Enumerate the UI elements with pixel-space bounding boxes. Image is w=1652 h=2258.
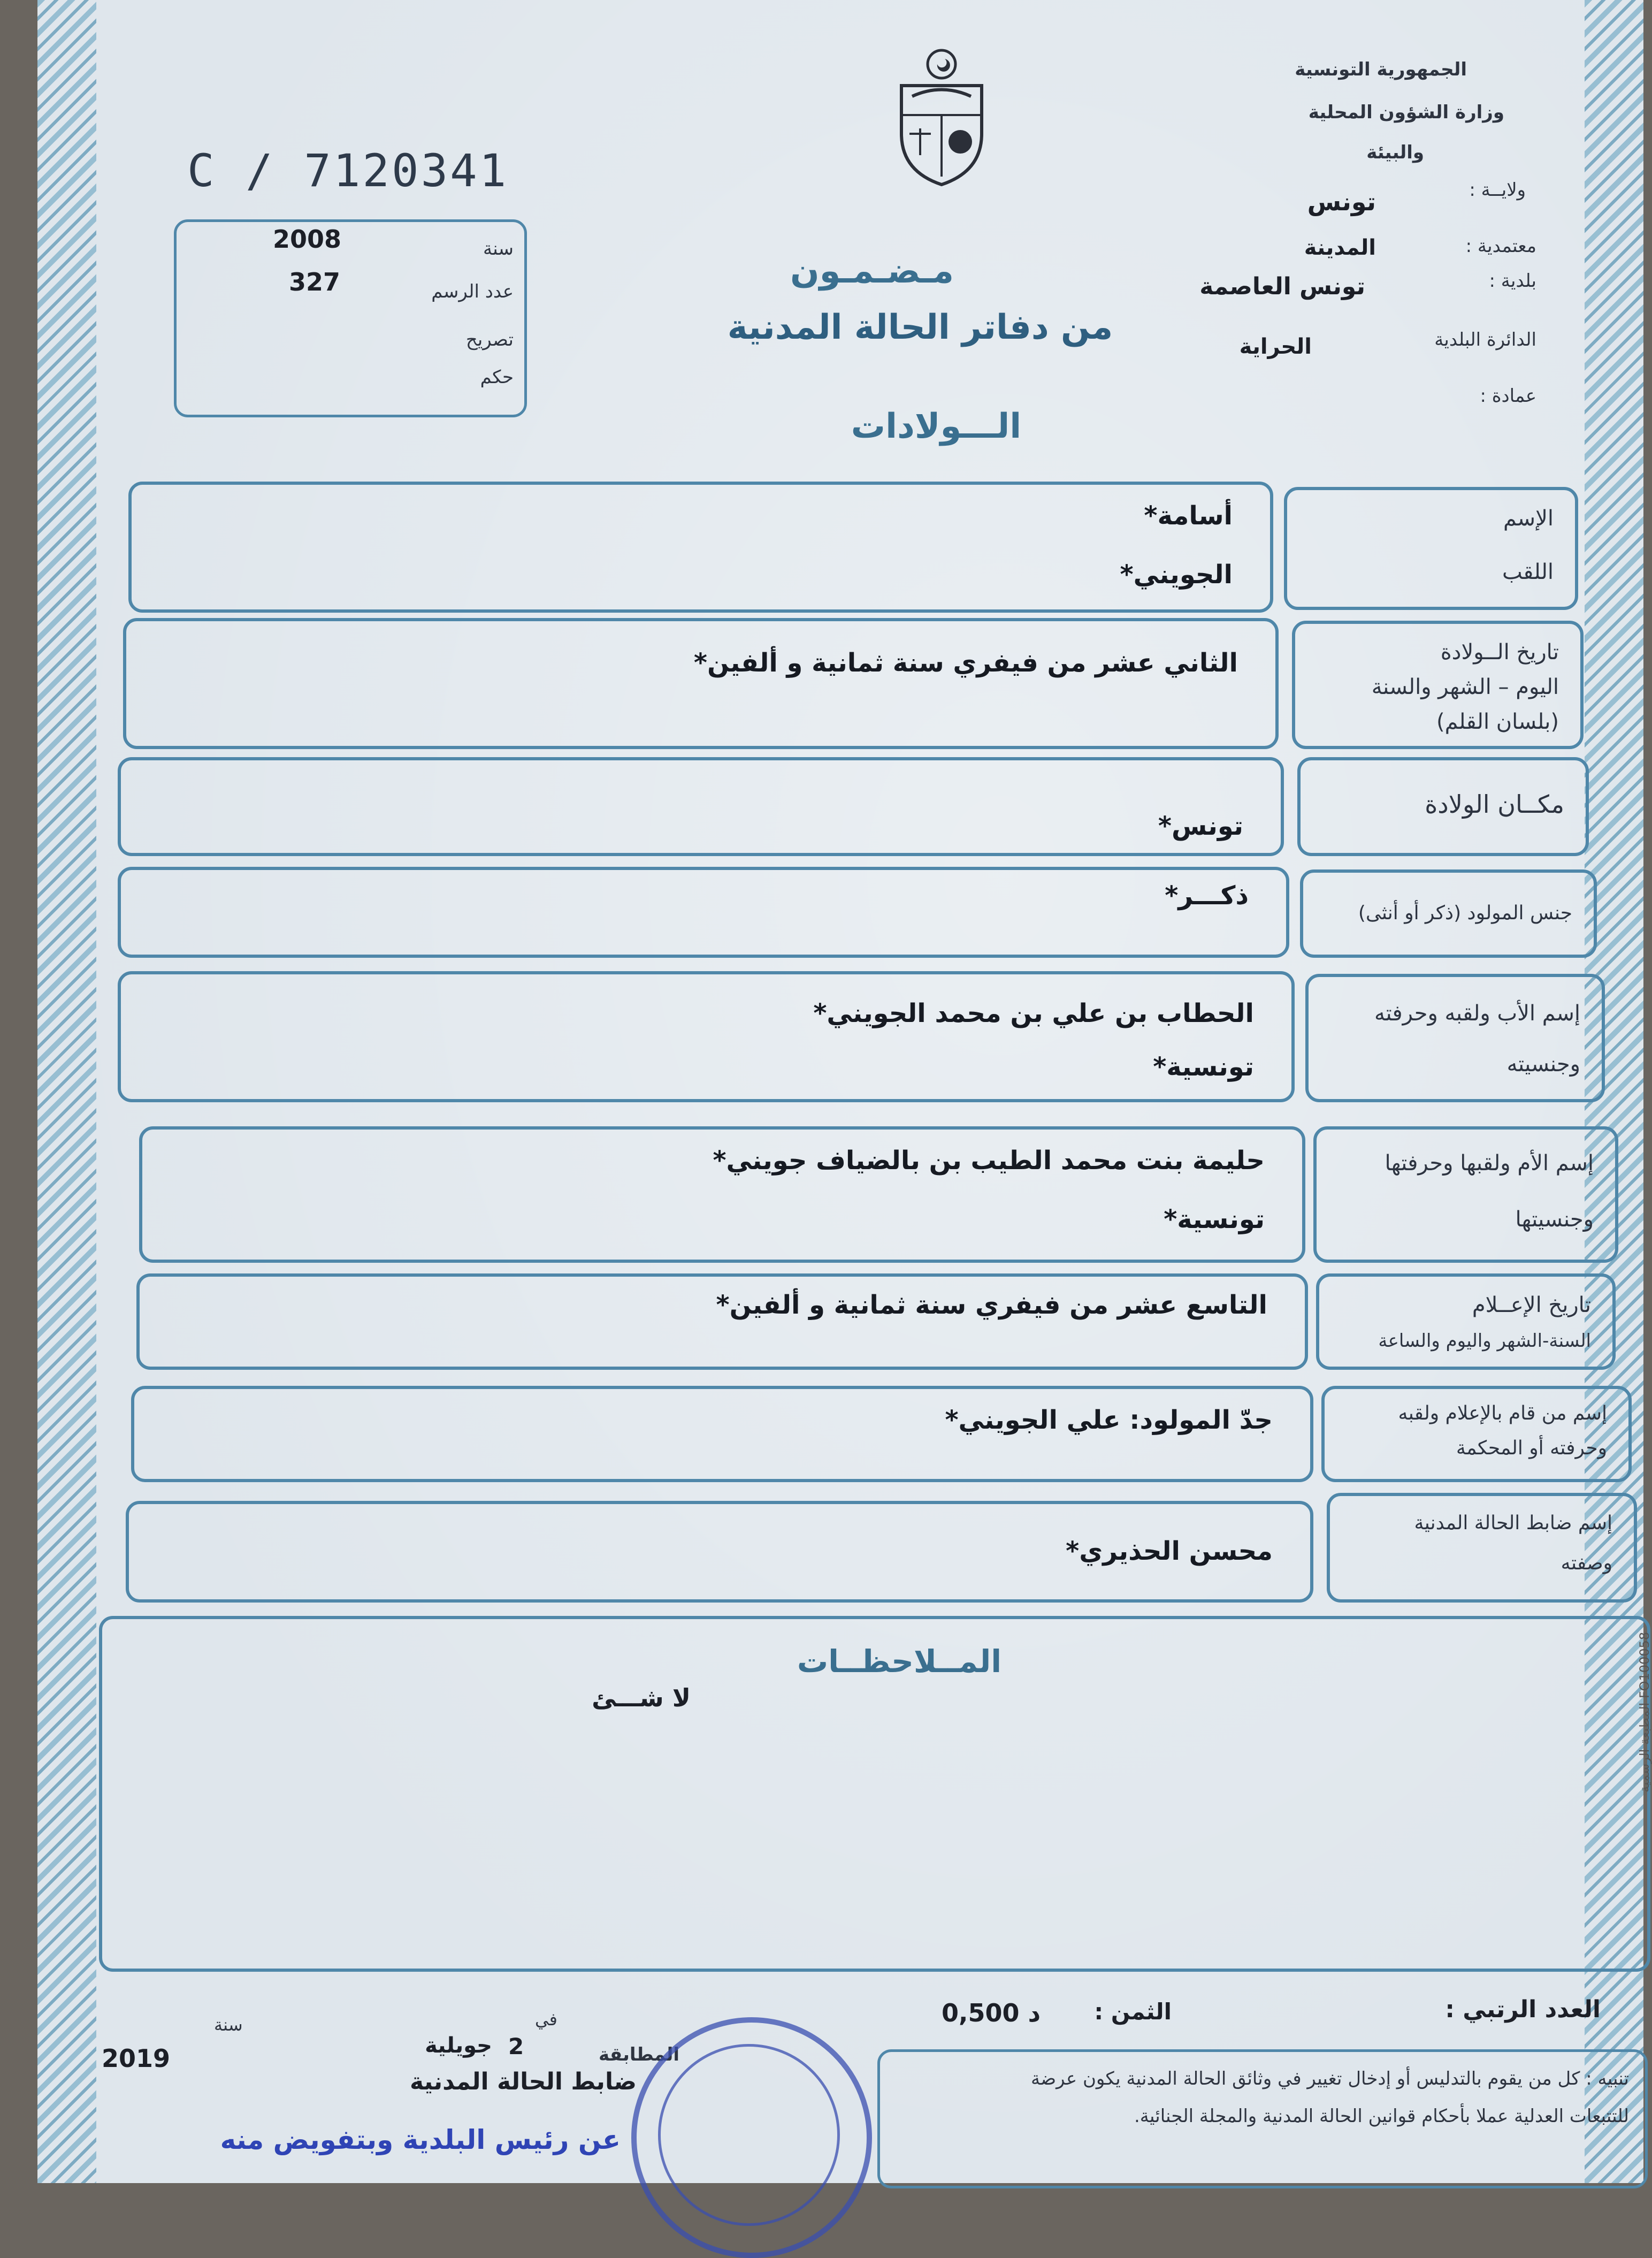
row-mother-labels xyxy=(1313,1126,1618,1263)
declaration-date-label: تاريخ الإعــلام xyxy=(1472,1293,1591,1317)
motamadia-label: معتمدية : xyxy=(1465,235,1536,257)
remarks-value: لا شـــئ xyxy=(592,1683,691,1712)
price-label: الثمن : xyxy=(1094,1998,1172,2025)
day-value: 2 xyxy=(508,2033,524,2059)
row-birthplace-labels xyxy=(1297,757,1589,856)
row-birthdate-labels xyxy=(1292,621,1584,749)
birth-date-label: تاريخ الــولادة xyxy=(1440,640,1559,665)
declarant-sublabel: وحرفته أو المحكمة xyxy=(1456,1437,1607,1459)
ministry-line2: والبيئة xyxy=(1366,142,1424,163)
row-officer-labels xyxy=(1327,1493,1637,1603)
birth-date-note: (بلسان القلم) xyxy=(1436,710,1559,734)
surname-value: الجويني* xyxy=(1120,560,1233,590)
birth-date-sublabel: اليوم – الشهر والسنة xyxy=(1371,675,1559,699)
section-title: الـــولادات xyxy=(851,407,1022,446)
row-name-labels xyxy=(1284,487,1578,610)
birth-place-value: تونس* xyxy=(1158,811,1243,841)
in-label: في xyxy=(535,2009,557,2030)
officer-title: ضابط الحالة المدنية xyxy=(409,2068,637,2095)
print-code: المطبعة الرسمية FO100058 xyxy=(1637,1631,1652,1792)
gender-value: ذكـــر* xyxy=(1165,881,1249,911)
remarks-title: المــلاحظــات xyxy=(797,1643,1002,1680)
wilaya-label: ولايــة : xyxy=(1469,179,1526,201)
register-box xyxy=(174,219,527,417)
official-stamp-icon xyxy=(631,2017,872,2258)
birth-date-value: الثاني عشر من فيفري سنة ثمانية و ألفين* xyxy=(693,648,1238,678)
row-birthdate-values xyxy=(123,618,1279,749)
year-label: سنة xyxy=(483,238,514,260)
row-officer-values xyxy=(126,1501,1313,1603)
row-mother-values xyxy=(139,1126,1305,1263)
declaration-date-sublabel: السنة-الشهر واليوم والساعة xyxy=(1378,1330,1591,1352)
number-value: 327 xyxy=(289,268,341,296)
father-nationality-value: تونسية* xyxy=(1153,1052,1254,1082)
father-name-value: الحطاب بن علي بن محمد الجويني* xyxy=(813,998,1254,1028)
row-name-values xyxy=(128,482,1273,613)
civil-status-document xyxy=(37,0,1652,2183)
conformity-label: المطابقة xyxy=(599,2044,679,2065)
birth-place-label: مكــان الولادة xyxy=(1425,790,1564,819)
coat-of-arms-icon xyxy=(888,48,995,187)
baladia-label: بلدية : xyxy=(1489,270,1536,292)
declarant-value: جدّ المولود: علي الجويني* xyxy=(945,1405,1273,1435)
first-name-value: أسامة* xyxy=(1144,501,1233,531)
declaration-date-value: التاسع عشر من فيفري سنة ثمانية و ألفين* xyxy=(716,1290,1267,1320)
warning-line1: تنبيه : كل من يقوم بالتدليس أو إدخال تغيير في وثائق الحالة المدنية يكون عرضة xyxy=(1031,2068,1629,2089)
number-label: عدد الرسم xyxy=(431,281,514,302)
serial-number-label: العدد الرتبي : xyxy=(1445,1996,1601,2023)
price-value: 0,500 د xyxy=(942,1998,1041,2027)
warning-box xyxy=(877,2049,1648,2188)
baladia-value: تونس العاصمة xyxy=(1199,273,1365,300)
daira-label: الدائرة البلدية xyxy=(1434,329,1536,350)
row-birthplace-values xyxy=(118,757,1284,856)
title-line1: مـضـمـون xyxy=(790,251,954,291)
delegation-signature: عن رئيس البلدية وبتفويض منه xyxy=(220,2124,621,2155)
wilaya-value: تونس xyxy=(1307,187,1376,216)
row-declarant-values xyxy=(131,1386,1313,1482)
judgment-label: حكم xyxy=(480,367,514,388)
year-label-footer: سنة xyxy=(214,2015,243,2035)
declaration-label: تصريح xyxy=(465,329,514,350)
officer-value: محسن الحذيري* xyxy=(1066,1536,1273,1566)
declarant-label: إسم من قام بالإعلام ولقبه xyxy=(1398,1402,1607,1424)
remarks-box xyxy=(99,1616,1650,1972)
decorative-border-left xyxy=(37,0,96,2183)
row-gender-values xyxy=(118,867,1289,958)
month-value: جويلية xyxy=(425,2033,492,2058)
father-sublabel: وجنسيته xyxy=(1506,1052,1580,1077)
mother-label: إسم الأم ولقبها وحرفتها xyxy=(1385,1151,1594,1176)
surname-label: اللقب xyxy=(1502,560,1554,584)
year-value: 2008 xyxy=(273,225,342,254)
officer-sublabel: وصفته xyxy=(1561,1552,1612,1574)
warning-line2: للتتبعات العدلية عملا بأحكام قوانين الحالة المدنية والمجلة الجنائية. xyxy=(1134,2106,1629,2127)
mother-name-value: حليمة بنت محمد الطيب بن بالضياف جويني* xyxy=(713,1146,1265,1176)
daira-value: الحراية xyxy=(1239,334,1312,359)
gender-label: جنس المولود (ذكر أو أنثى) xyxy=(1358,902,1572,924)
document-serial: C / 7120341 xyxy=(187,144,509,197)
row-declaration-date-labels xyxy=(1316,1273,1616,1370)
row-declarant-labels xyxy=(1321,1386,1632,1482)
omada-label: عمادة : xyxy=(1480,385,1536,407)
row-father-labels xyxy=(1305,974,1605,1102)
republic-label: الجمهورية التونسية xyxy=(1295,59,1467,80)
officer-label: إسم ضابط الحالة المدنية xyxy=(1414,1512,1612,1534)
row-father-values xyxy=(118,971,1295,1102)
first-name-label: الإسم xyxy=(1503,506,1554,531)
year-value-footer: 2019 xyxy=(102,2044,171,2073)
row-declaration-date-values xyxy=(136,1273,1308,1370)
row-gender-labels xyxy=(1300,869,1597,958)
title-line2: من دفاتر الحالة المدنية xyxy=(727,308,1113,347)
mother-sublabel: وجنسيتها xyxy=(1515,1207,1594,1232)
motamadia-value: المدينة xyxy=(1304,235,1376,260)
ministry-line1: وزارة الشؤون المحلية xyxy=(1308,102,1504,123)
father-label: إسم الأب ولقبه وحرفته xyxy=(1374,1001,1580,1026)
mother-nationality-value: تونسية* xyxy=(1164,1204,1265,1234)
